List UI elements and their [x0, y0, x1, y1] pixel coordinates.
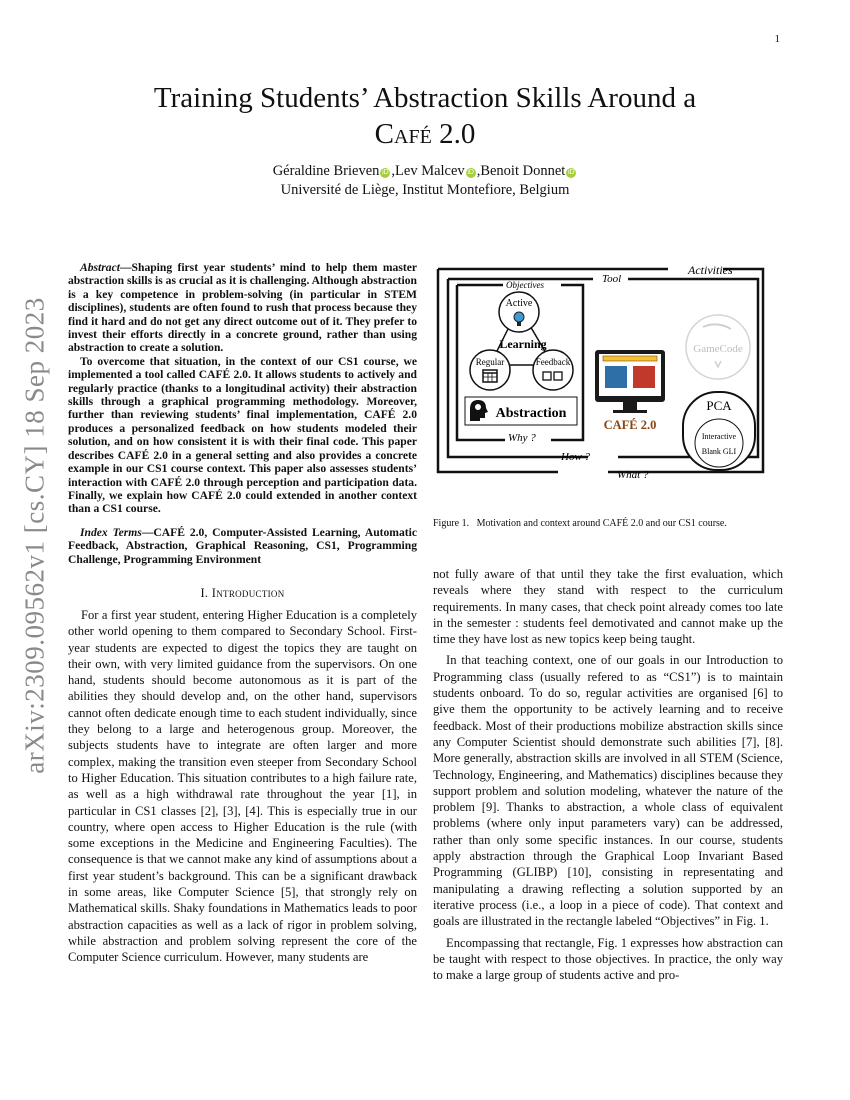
index-terms-label: Index Terms [80, 525, 142, 539]
feedback-label: Feedback [535, 357, 571, 367]
right-column [433, 566, 783, 983]
arxiv-stamp-text: arXiv:2309.09562v1 [cs.CY] 18 Sep 2023 [19, 296, 50, 774]
figure-1-diagram [433, 257, 783, 497]
orcid-icon[interactable]: iD [467, 169, 474, 176]
author-name: Benoit Donnet [480, 163, 566, 179]
abstract-paragraph-1: Abstract—Shaping first year students’ mind to help them master abstraction skills is as crucial as it is challenging. Although abstraction is a key competence in problem-solving (in particular in STEM disciplines), students are often found to rush that process because they find it hard and do not get any direct outcome out of it. They prefer to invest their efforts directly in a concrete ground, rather than using abstraction to create a solution. [68, 261, 417, 355]
how-label: How ? [561, 451, 591, 463]
orcid-icon[interactable]: iD [567, 169, 575, 176]
title-line-1: Training Students’ Abstraction Skills Around a [153, 82, 697, 114]
cafe-logo-label: CAFÉ 2.0 [603, 418, 657, 432]
section-heading-introduction: I. Introduction [200, 585, 285, 600]
tool-label: Tool [602, 273, 622, 285]
pca-label: PCA [706, 398, 732, 413]
objectives-label: Objectives [506, 280, 544, 290]
paper-title [68, 80, 782, 152]
active-label: Active [505, 298, 533, 309]
title-cafe: Café [374, 118, 432, 150]
page-number: 1 [774, 33, 780, 45]
intro-left-text [68, 607, 417, 966]
caption-prefix: Figure 1. [433, 518, 470, 529]
caption-text: Motivation and context around CAFÉ 2.0 and our CS1 course. [476, 518, 727, 529]
abstraction-label: Abstraction [495, 406, 567, 421]
intro-paragraph-3: In that teaching context, one of our goals in our Introduction to Programming class (usually refered to as “CS1”) is to maintain students onboard. To do so, regular activities are organised [6] to give them the opportunity to be actively learning and to receive feedback. Most of their productions mobilize abstraction skills since any Computer Scientist should demonstrate such abilities [7], [8]. More generally, abstraction skills are involved in all STEM (Science, Technology, Engineering, and Mathematics) disciplines because they support problem and solution modeling, whatever the nature of the problem [9]. Thanks to abstraction, a whole class of equivalent problems (where only input parameters vary) can be addressed, rather than only some specific instances. In our course, students apply abstraction through the Graphical Loop Invariant Based Programming (GLIBP) [10], consisting in representating and manipulating a drawing reflecting a solution supported by an iterative process (i.e., a loop in a piece of code). That context and goals are illustrated in the rectangle labeled “Objectives” in Fig. 1. [433, 653, 783, 929]
affiliation: Université de Liège, Institut Montefiore, Belgium [280, 182, 570, 198]
author-name: Lev Malcev [395, 163, 465, 179]
gamecode-label: GameCode [693, 343, 743, 355]
interactive-label: Interactive [701, 432, 737, 441]
monitor-icon [595, 350, 665, 413]
title-version: 2.0 [431, 118, 476, 150]
arxiv-stamp [18, 296, 52, 774]
figure-1-caption [433, 518, 783, 530]
abstract-label: Abstract [80, 261, 120, 274]
blank-gli-label: Blank GLI [701, 447, 737, 456]
feedback-node [533, 350, 573, 390]
left-column [68, 261, 417, 965]
abstract [68, 261, 417, 516]
abstract-paragraph-2: To overcome that situation, in the context of our CS1 course, we implemented a tool called CAFÉ 2.0. It allows students to actively and regularly practice (thanks to a longitudinal activity) their abstraction skills through a graphical programming methodology. Moreover, further than reviewing students’ final implementation, CAFÉ 2.0 produces a personalized feedback on how students modeled their solution, and on how consistent it is with their final code. This paper describes CAFÉ 2.0 in a general setting and also provides a concrete example in our CS1 course context. This paper also assesses students’ interaction with CAFÉ 2.0 through perception and participation data. Finally, we explain how CAFÉ 2.0 could extended in another context than a CS1 course. [68, 354, 417, 516]
what-label: What ? [617, 469, 649, 481]
intro-paragraph-2: not fully aware of that until they take the first evaluation, which reveals where they stand with respect to the curriculum requirements. In many cases, that check point already comes too late in the semester : students feel demotivated and cannot make up the time they have lost as new topics keep being taught. [433, 567, 783, 647]
learning-label: Learning [499, 337, 547, 351]
intro-paragraph-4: Encompassing that rectangle, Fig. 1 expresses how abstraction can be taught with respect to those objectives. In practice, the only way to make a large group of students active and pro- [433, 935, 783, 983]
author-name: Géraldine Brieven [272, 163, 380, 179]
author-list: Géraldine Brieven iD ,Lev Malcev iD ,Benoit Donnet iD [272, 163, 575, 179]
index-terms: Index Terms—CAFÉ 2.0, Computer-Assisted Learning, Automatic Feedback, Abstraction, Graphical Reasoning, CS1, Programming Challenge, Programming Environment [68, 525, 417, 566]
pca-inner-circle [695, 419, 743, 467]
why-label: Why ? [508, 432, 536, 444]
intro-paragraph-1: For a first year student, entering Higher Education is a completely other world opening to them compared to Secondary School. First-year students are expected to digest the topics they are taught on their own, with very limited guidance from the supervisors. On one hand, students should become autonomous as it is part of the abilities they should develop and, on the other hand, supervisors cannot often dedicate enough time to each student individually, since they belong to a large and heterogenous group. Moreover, the subjects students have to integrate are often larger and more complex, making the transition even steeper from Secondary School to Higher Education. This situation contributes to a high failure rate, as well as a high withdrawal rate throughout the year [1], in particular in CS1 classes [2], [3], [4]. This is especially true in our country, where open access to Higher Education is the rule (with some exceptions in the Medicine and Engineering Faculties). The consequence is that we cannot make any kind of assumptions about a first year student’s background. This can be a significant drawback in some areas, like Computer Science [5], that strongly rely on Mathematical skills. Shaky foundations in Mathematics leads to poor abstraction capacities as well as a lack of rigor in problem solving, while abstraction and problem solving represent the core of the Computer Science curriculum. However, many students are [68, 607, 417, 965]
orcid-icon[interactable]: iD [382, 169, 389, 176]
activities-label: Activities [688, 263, 733, 277]
regular-label: Regular [475, 357, 505, 367]
